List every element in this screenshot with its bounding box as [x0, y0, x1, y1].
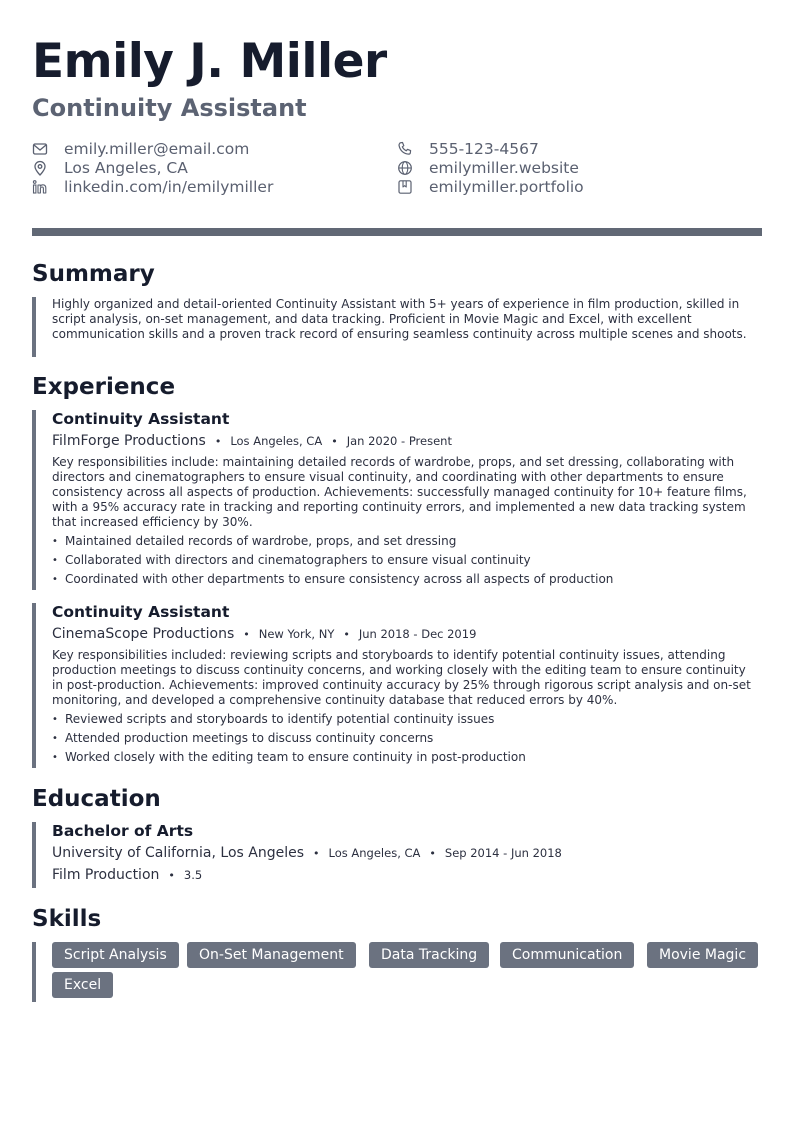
skills-block: [32, 942, 762, 1002]
meta-separator: •: [313, 847, 320, 860]
contact-linkedin[interactable]: [32, 177, 273, 196]
meta-separator: •: [331, 435, 338, 448]
education-field-meta: [52, 867, 202, 885]
header-divider: [32, 228, 762, 236]
job-bullet: • Coordinated with other departments to ensure consistency across all aspects of production: [52, 570, 752, 589]
education-meta: [52, 845, 562, 863]
degree-title: Bachelor of Arts: [52, 822, 194, 840]
contact-email[interactable]: [32, 139, 249, 158]
job-description: Key responsibilities include: maintaining detailed records of wardrobe, props, and set dressing, collaborating with directors and cinematographers to ensure visual continuity, and coordinating with other departments to ensure consistency across all aspects of production. Achievements: successfully managed continuity for 10+ feature films, with a 95% accuracy rate in tracking and reporting continuity errors, and implemented a new data tracking system that increased efficiency by 30%.: [52, 455, 747, 529]
meta-separator: •: [243, 628, 250, 641]
map-pin-icon: [32, 160, 48, 176]
experience-heading: Experience: [32, 374, 176, 400]
phone-icon: [397, 141, 413, 157]
candidate-name: Emily J. Miller: [32, 34, 387, 89]
gpa: 3.5: [183, 868, 203, 882]
contact-portfolio[interactable]: [397, 177, 584, 196]
job-bullet: • Worked closely with the editing team to ensure continuity in post-production: [52, 748, 752, 767]
job-bullet: • Attended production meetings to discuss continuity concerns: [52, 729, 752, 748]
job-title: Continuity Assistant: [52, 410, 230, 428]
skills-heading: Skills: [32, 906, 102, 932]
contact-location-text: Los Angeles, CA: [64, 158, 188, 177]
candidate-role: Continuity Assistant: [32, 94, 307, 122]
skill-chip: On-Set Management: [187, 942, 356, 968]
job-meta: [52, 433, 452, 451]
job-company: CinemaScope Productions: [52, 626, 235, 642]
job-title: Continuity Assistant: [52, 603, 230, 621]
job-location: New York, NY: [258, 627, 335, 641]
job-dates: Jun 2018 - Dec 2019: [358, 627, 477, 641]
contact-website-text: emilymiller.website: [429, 158, 579, 177]
job-bullets: [52, 532, 752, 589]
job-bullet: • Collaborated with directors and cinematographers to ensure visual continuity: [52, 551, 752, 570]
meta-separator: •: [214, 435, 222, 448]
contact-phone-text: 555-123-4567: [429, 139, 539, 158]
job-description: Key responsibilities included: reviewing scripts and storyboards to identify potential continuity issues, attending production meetings to discuss continuity concerns, and working closely with the editing team to ensure continuity in post-production. Achievements: improved continuity accuracy by 25% through rigorous script analysis and on-set monitoring, and developed a comprehensive continuity database that reduced errors by 40%.: [52, 648, 751, 707]
experience-entry: [32, 410, 762, 590]
contact-location: [32, 158, 188, 177]
job-meta: [52, 626, 476, 644]
contact-phone[interactable]: [397, 139, 539, 158]
meta-separator: •: [429, 847, 436, 860]
bookmark-icon: [397, 179, 413, 195]
school-location: Los Angeles, CA: [328, 846, 421, 860]
envelope-icon: [32, 141, 48, 157]
summary-heading: Summary: [32, 261, 155, 287]
skill-chip: Communication: [500, 942, 634, 968]
skill-chip: Data Tracking: [369, 942, 489, 968]
globe-icon: [397, 160, 413, 176]
skill-chip: Movie Magic: [647, 942, 758, 968]
contact-portfolio-text: emilymiller.portfolio: [429, 177, 584, 196]
contact-linkedin-text: linkedin.com/in/emilymiller: [64, 177, 274, 196]
summary-text: Highly organized and detail-oriented Continuity Assistant with 5+ years of experience in film production, skilled in script analysis, on-set management, and data tracking. Proficient in Movie Magic and Excel, with excellent communication skills and a proven track record of ensuring seamless continuity across multiple scenes and shoots.: [52, 297, 747, 341]
job-location: Los Angeles, CA: [230, 434, 323, 448]
summary-block: [32, 297, 762, 357]
school-name: University of California, Los Angeles: [52, 845, 305, 861]
meta-separator: •: [168, 869, 175, 882]
education-heading: Education: [32, 786, 161, 812]
meta-separator: •: [343, 628, 350, 641]
education-entry: [32, 822, 762, 888]
field-of-study: Film Production: [52, 867, 160, 883]
job-bullet: • Maintained detailed records of wardrobe, props, and set dressing: [52, 532, 752, 551]
contact-website[interactable]: [397, 158, 579, 177]
job-bullet: • Reviewed scripts and storyboards to identify potential continuity issues: [52, 710, 752, 729]
contact-email-text: emily.miller@email.com: [64, 139, 250, 158]
skill-chip: Excel: [52, 972, 113, 998]
experience-entry: [32, 603, 762, 768]
education-dates: Sep 2014 - Jun 2018: [444, 846, 562, 860]
linkedin-icon: [32, 179, 48, 195]
job-bullets: [52, 710, 752, 767]
skill-chip: Script Analysis: [52, 942, 179, 968]
job-dates: Jan 2020 - Present: [346, 434, 452, 448]
job-company: FilmForge Productions: [52, 433, 206, 449]
